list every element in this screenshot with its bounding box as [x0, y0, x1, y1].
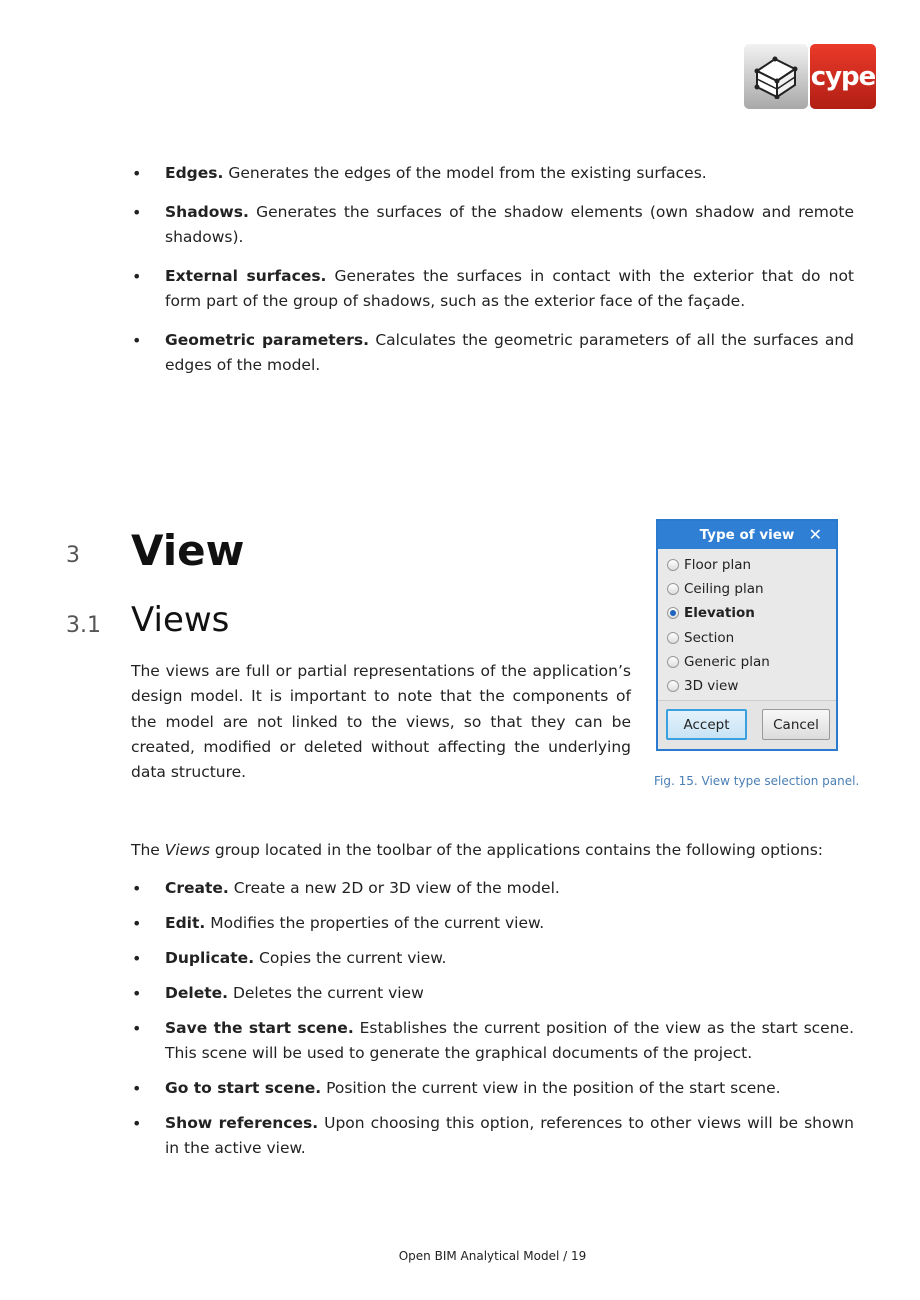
list-item: • Shadows. Generates the surfaces of the shadow elements (own shadow and remote shadows).: [132, 200, 854, 250]
section-number: 3: [66, 543, 80, 568]
list-item: • Go to start scene. Position the current view in the position of the start scene.: [132, 1076, 854, 1101]
dialog-titlebar: [658, 521, 836, 549]
cype-logo: [744, 44, 876, 109]
radio-floor-plan[interactable]: Floor plan: [667, 553, 836, 577]
dialog-title: Type of view: [699, 527, 795, 543]
views-options-list: [132, 876, 854, 1171]
radio-elevation[interactable]: Elevation: [667, 601, 836, 625]
cancel-button[interactable]: Cancel: [762, 709, 830, 740]
intro-paragraph: The views are full or partial representations of the application’s design model. It is important to note that the components of the model are not linked to the views, so that they can be created, modified or deleted without affecting the underlying data structure.: [131, 662, 631, 782]
list-item: • Edges. Generates the edges of the model from the existing surfaces.: [132, 161, 854, 186]
radio-section[interactable]: Section: [667, 626, 836, 650]
feature-list: [132, 161, 854, 392]
list-item: • Show references. Upon choosing this option, references to other views will be shown in the active view.: [132, 1111, 854, 1161]
list-item: • External surfaces. Generates the surfaces in contact with the exterior that do not form part of the group of shadows, such as the exterior face of the façade.: [132, 264, 854, 314]
radio-icon[interactable]: [667, 680, 679, 692]
radio-icon[interactable]: [667, 656, 679, 668]
radio-generic-plan[interactable]: Generic plan: [667, 650, 836, 674]
section-title: View: [131, 526, 245, 575]
accept-button[interactable]: Accept: [666, 709, 747, 740]
subsection-title: Views: [131, 600, 230, 640]
radio-icon[interactable]: [667, 583, 679, 595]
list-item: • Save the start scene. Establishes the current position of the view as the start scene. This scene will be used to generate the graphical documents of the project.: [132, 1016, 854, 1066]
subsection-number: 3.1: [66, 613, 101, 638]
dialog-footer: [658, 700, 836, 749]
list-item: • Geometric parameters. Calculates the geometric parameters of all the surfaces and edges of the model.: [132, 328, 854, 378]
close-icon[interactable]: ✕: [808, 525, 822, 544]
radio-ceiling-plan[interactable]: Ceiling plan: [667, 577, 836, 601]
type-of-view-dialog: [656, 519, 838, 751]
list-item: • Edit. Modifies the properties of the current view.: [132, 911, 854, 936]
list-item: • Create. Create a new 2D or 3D view of the model.: [132, 876, 854, 901]
radio-selected-icon[interactable]: [667, 607, 679, 619]
radio-icon[interactable]: [667, 632, 679, 644]
group-paragraph: The Views group located in the toolbar of the applications contains the following options:: [131, 841, 823, 859]
list-item: • Delete. Deletes the current view: [132, 981, 854, 1006]
radio-icon[interactable]: [667, 559, 679, 571]
figure-caption: Fig. 15. View type selection panel.: [654, 774, 860, 788]
list-item: • Duplicate. Copies the current view.: [132, 946, 854, 971]
house-wireframe-icon: [744, 44, 808, 109]
brand-wordmark: cype: [810, 44, 876, 109]
radio-3d-view[interactable]: 3D view: [667, 674, 836, 698]
page-footer: Open BIM Analytical Model / 19: [398, 1249, 587, 1263]
